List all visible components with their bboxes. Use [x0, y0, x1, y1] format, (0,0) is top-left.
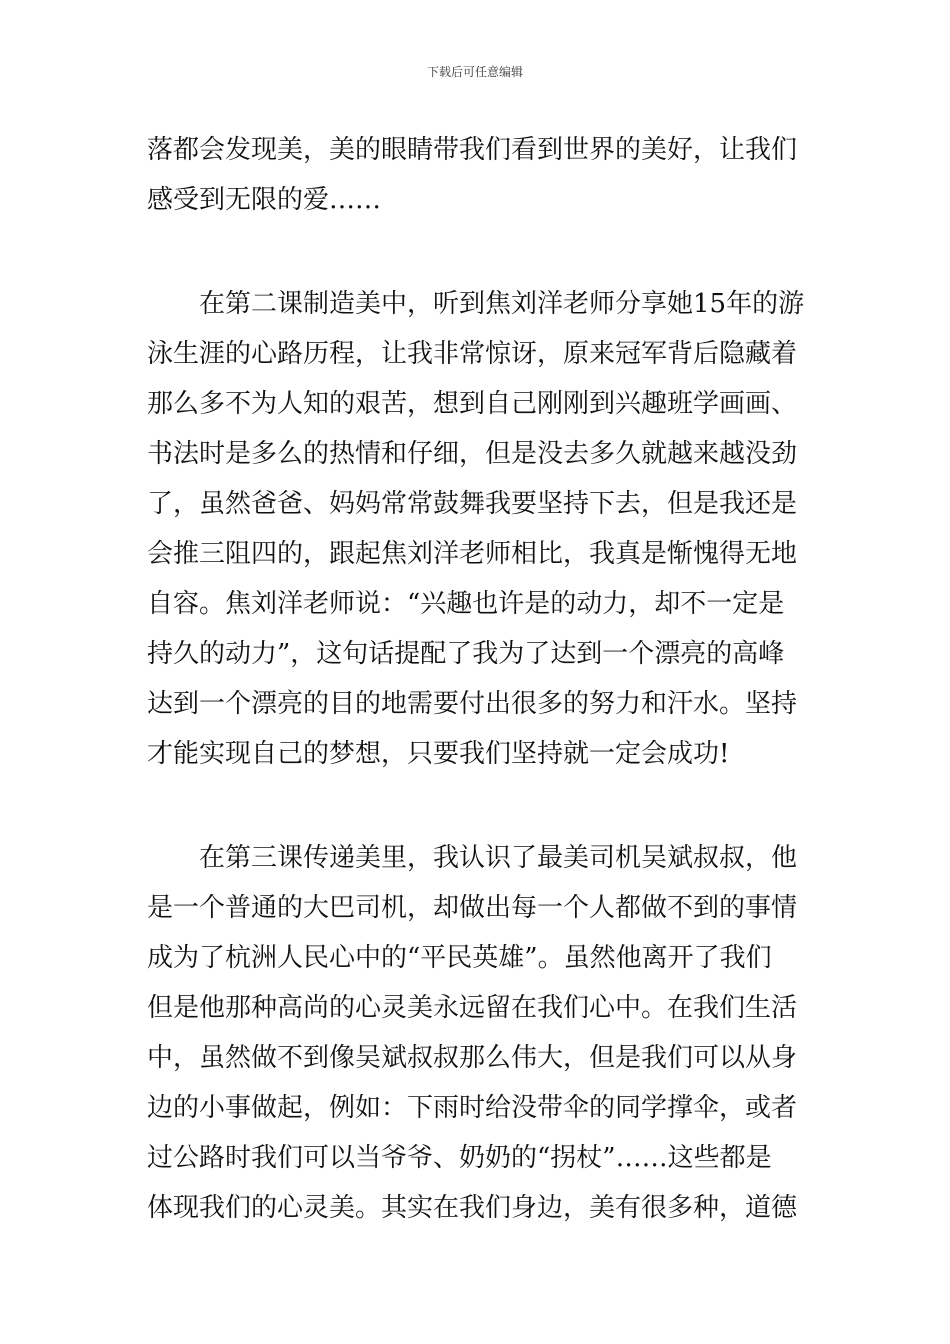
text-line: 在第三课传递美里，我认识了最美司机吴斌叔叔，他 [199, 843, 798, 873]
text-line: 书法时是多么的热情和仔细，但是没去多久就越来越没劲 [147, 439, 798, 469]
text-line: 在第二课制造美中，听到焦刘洋老师分享她15年的游 [199, 289, 805, 319]
text-line: 中，虽然做不到像吴斌叔叔那么伟大，但是我们可以从身 [147, 1043, 798, 1073]
text-line: 感受到无限的爱…… [147, 185, 382, 215]
paragraph-3 [147, 833, 807, 1233]
document-body [147, 125, 807, 1233]
text-line: 过公路时我们可以当爷爷、奶奶的“拐杖”……这些都是 [147, 1143, 772, 1173]
page-header: 下载后可任意编辑 [426, 65, 523, 79]
text-line: 了，虽然爸爸、妈妈常常鼓舞我要坚持下去，但是我还是 [147, 489, 798, 519]
text-line: 体现我们的心灵美。其实在我们身边，美有很多种，道德 [147, 1193, 798, 1223]
text-line: 是一个普通的大巴司机，却做出每一个人都做不到的事情 [147, 893, 798, 923]
paragraph-gap [147, 779, 807, 833]
text-line: 自容。焦刘洋老师说：“兴趣也许是的动力，却不一定是 [147, 589, 785, 619]
text-line: 那么多不为人知的艰苦，想到自己刚刚到兴趣班学画画、 [147, 389, 798, 419]
text-line: 边的小事做起，例如：下雨时给没带伞的同学撑伞，或者 [147, 1093, 798, 1123]
text-line: 才能实现自己的梦想，只要我们坚持就一定会成功! [147, 739, 730, 769]
text-line: 会推三阻四的，跟起焦刘洋老师相比，我真是惭愧得无地 [147, 539, 798, 569]
text-line: 持久的动力”，这句话提配了我为了达到一个漂亮的高峰 [147, 639, 785, 669]
paragraph-gap [147, 225, 807, 279]
text-line: 但是他那种高尚的心灵美永远留在我们心中。在我们生活 [147, 993, 798, 1023]
paragraph-2 [147, 279, 807, 779]
paragraph-1 [147, 125, 807, 225]
text-line: 成为了杭洲人民心中的“平民英雄”。虽然他离开了我们 [147, 943, 772, 973]
text-line: 达到一个漂亮的目的地需要付出很多的努力和汗水。坚持 [147, 689, 798, 719]
text-line: 落都会发现美，美的眼睛带我们看到世界的美好，让我们 [147, 135, 798, 165]
text-line: 泳生涯的心路历程，让我非常惊讶，原来冠军背后隐藏着 [147, 339, 798, 369]
